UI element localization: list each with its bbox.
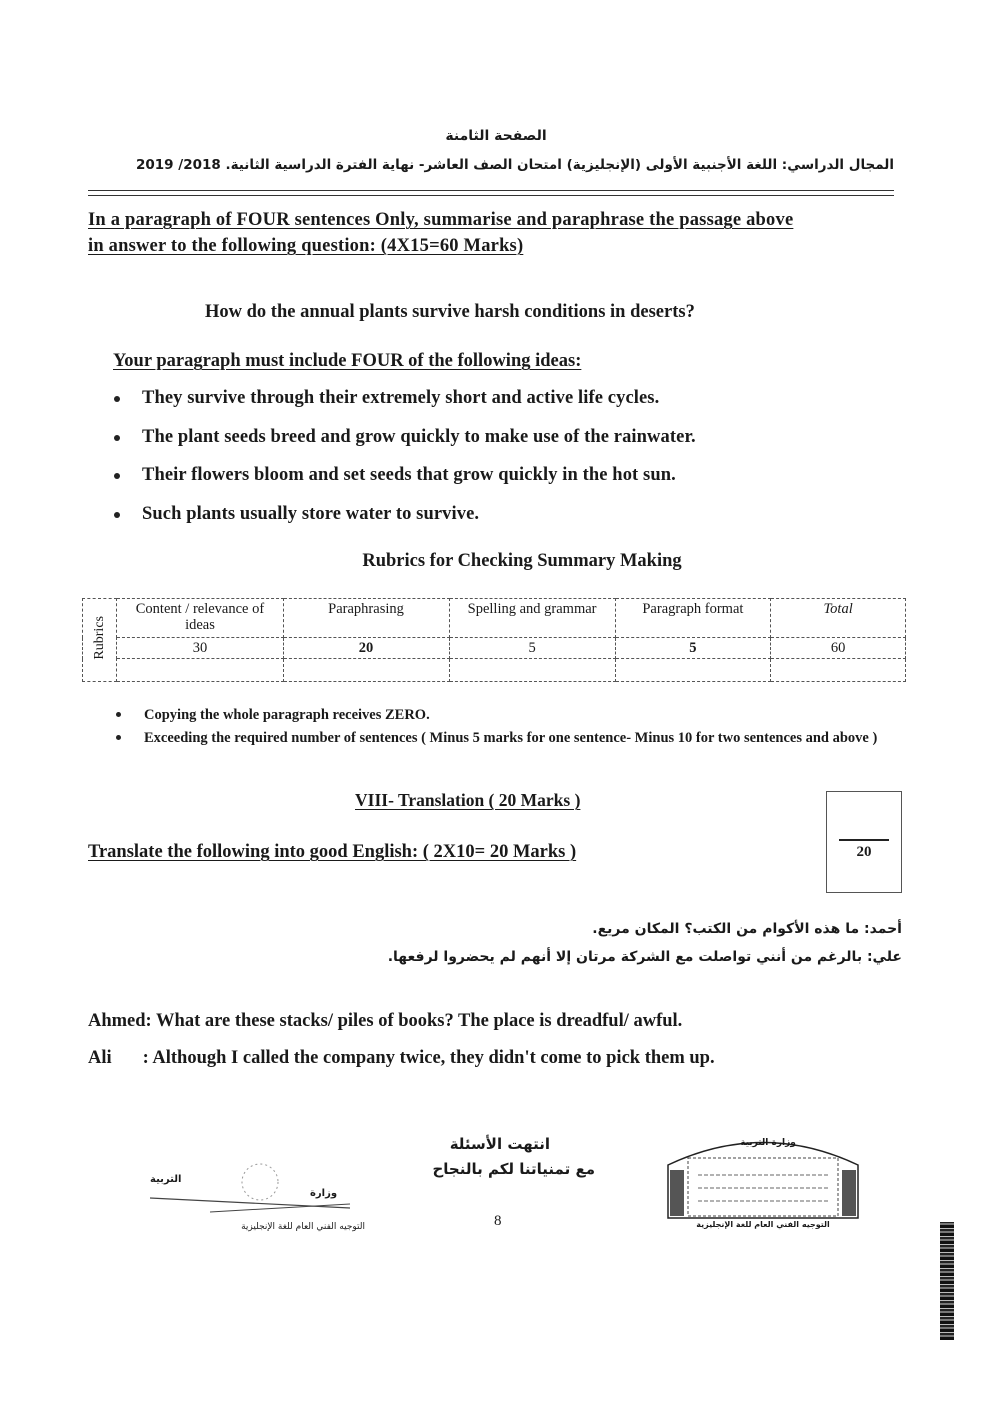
bullet-icon	[116, 735, 121, 740]
scan-artifact	[940, 1222, 954, 1340]
mark-cell: 5	[615, 638, 771, 659]
score-box[interactable]	[826, 791, 902, 893]
list-item: Copying the whole paragraph receives ZERO.	[112, 705, 892, 726]
mark-cell: 20	[283, 638, 449, 659]
instruction-line-1: In a paragraph of FOUR sentences Only, summarise and paraphrase the passage above	[88, 210, 794, 230]
rubric-title: Rubrics for Checking Summary Making	[362, 551, 682, 571]
column-header: Spelling and grammar	[449, 599, 615, 638]
score-cell[interactable]	[771, 659, 906, 682]
mark-cell: 5	[449, 638, 615, 659]
answer-text: : Although I called the company twice, they didn't come to pick them up.	[142, 1048, 715, 1068]
answer-ahmed	[88, 1011, 682, 1032]
logo-caption: التوجيه الفني العام للغة الإنجليزية	[241, 1222, 365, 1232]
bullet-icon	[116, 712, 121, 717]
translation-section-title: VIII- Translation ( 20 Marks )	[355, 790, 581, 810]
score-cell[interactable]	[117, 659, 283, 682]
page-number: 8	[494, 1213, 502, 1229]
column-header: Content / relevance of ideas	[117, 599, 283, 638]
stamp-title: وزارة التربية	[740, 1138, 796, 1148]
answer-ali	[88, 1048, 715, 1069]
list-item: Exceeding the required number of sentences ( Minus 5 marks for one sentence- Minus 10 for two sentences and above )	[112, 728, 892, 749]
mark-cell: 30	[117, 638, 283, 659]
list-item: Their flowers bloom and set seeds that grow quickly in the hot sun.	[110, 465, 696, 504]
ministry-logo	[150, 1160, 365, 1240]
bullet-icon	[114, 435, 120, 441]
mark-cell: 60	[771, 638, 906, 659]
arabic-line-ali: علي: بالرغم من أنني تواصلت مع الشركة مرتان إلا أنهم لم يحضروا لرفعها.	[387, 949, 902, 965]
score-cell[interactable]	[283, 659, 449, 682]
page-label: الصفحة الثامنة	[445, 128, 547, 144]
subject-line: المجال الدراسي: اللغة الأجنبية الأولى (الإنجليزية) امتحان الصف العاشر- نهاية الفترة الدراسية الثانية. 2018/ 2019	[135, 157, 894, 173]
instruction-line-2: in answer to the following question: (4X15=60 Marks)	[88, 236, 524, 256]
answer-text: What are these stacks/ piles of books? The place is dreadful/ awful.	[156, 1011, 683, 1031]
table-row	[83, 638, 906, 659]
list-item: They survive through their extremely short and active life cycles.	[110, 388, 696, 427]
logo-text-left: التربية	[150, 1174, 182, 1185]
ideas-list	[110, 388, 696, 542]
marking-notes	[112, 705, 892, 751]
logo-text-right: وزارة	[310, 1188, 338, 1199]
arabic-line-ahmed: أحمد: ما هذه الأكوام من الكتب؟ المكان مريع.	[592, 921, 902, 937]
header-divider	[88, 190, 894, 196]
column-header: Paragraph format	[615, 599, 771, 638]
column-header: Total	[771, 599, 906, 638]
stamp-caption: التوجيه الفني العام للغة الإنجليزية	[696, 1220, 830, 1229]
bullet-icon	[114, 473, 120, 479]
score-total: 20	[856, 844, 872, 860]
good-luck-wish: مع تمنياتنا لكم بالنجاح	[432, 1160, 595, 1178]
official-stamp	[658, 1130, 868, 1230]
column-header: Paraphrasing	[283, 599, 449, 638]
end-of-questions: انتهت الأسئلة	[449, 1135, 550, 1153]
bullet-icon	[114, 396, 120, 402]
score-cell[interactable]	[615, 659, 771, 682]
speaker-label: Ali	[88, 1048, 112, 1068]
table-row	[83, 659, 906, 682]
ideas-heading: Your paragraph must include FOUR of the following ideas:	[113, 351, 582, 371]
summary-question: How do the annual plants survive harsh conditions in deserts?	[205, 302, 695, 322]
score-cell[interactable]	[449, 659, 615, 682]
rubric-table	[82, 598, 906, 682]
rubric-side-label: Rubrics	[83, 599, 117, 682]
speaker-label: Ahmed:	[88, 1011, 152, 1031]
translation-instruction: Translate the following into good English: ( 2X10= 20 Marks )	[88, 842, 577, 862]
bullet-icon	[114, 512, 120, 518]
list-item: Such plants usually store water to survive.	[110, 504, 696, 543]
score-line	[839, 839, 889, 841]
table-row	[83, 599, 906, 638]
list-item: The plant seeds breed and grow quickly to make use of the rainwater.	[110, 427, 696, 466]
